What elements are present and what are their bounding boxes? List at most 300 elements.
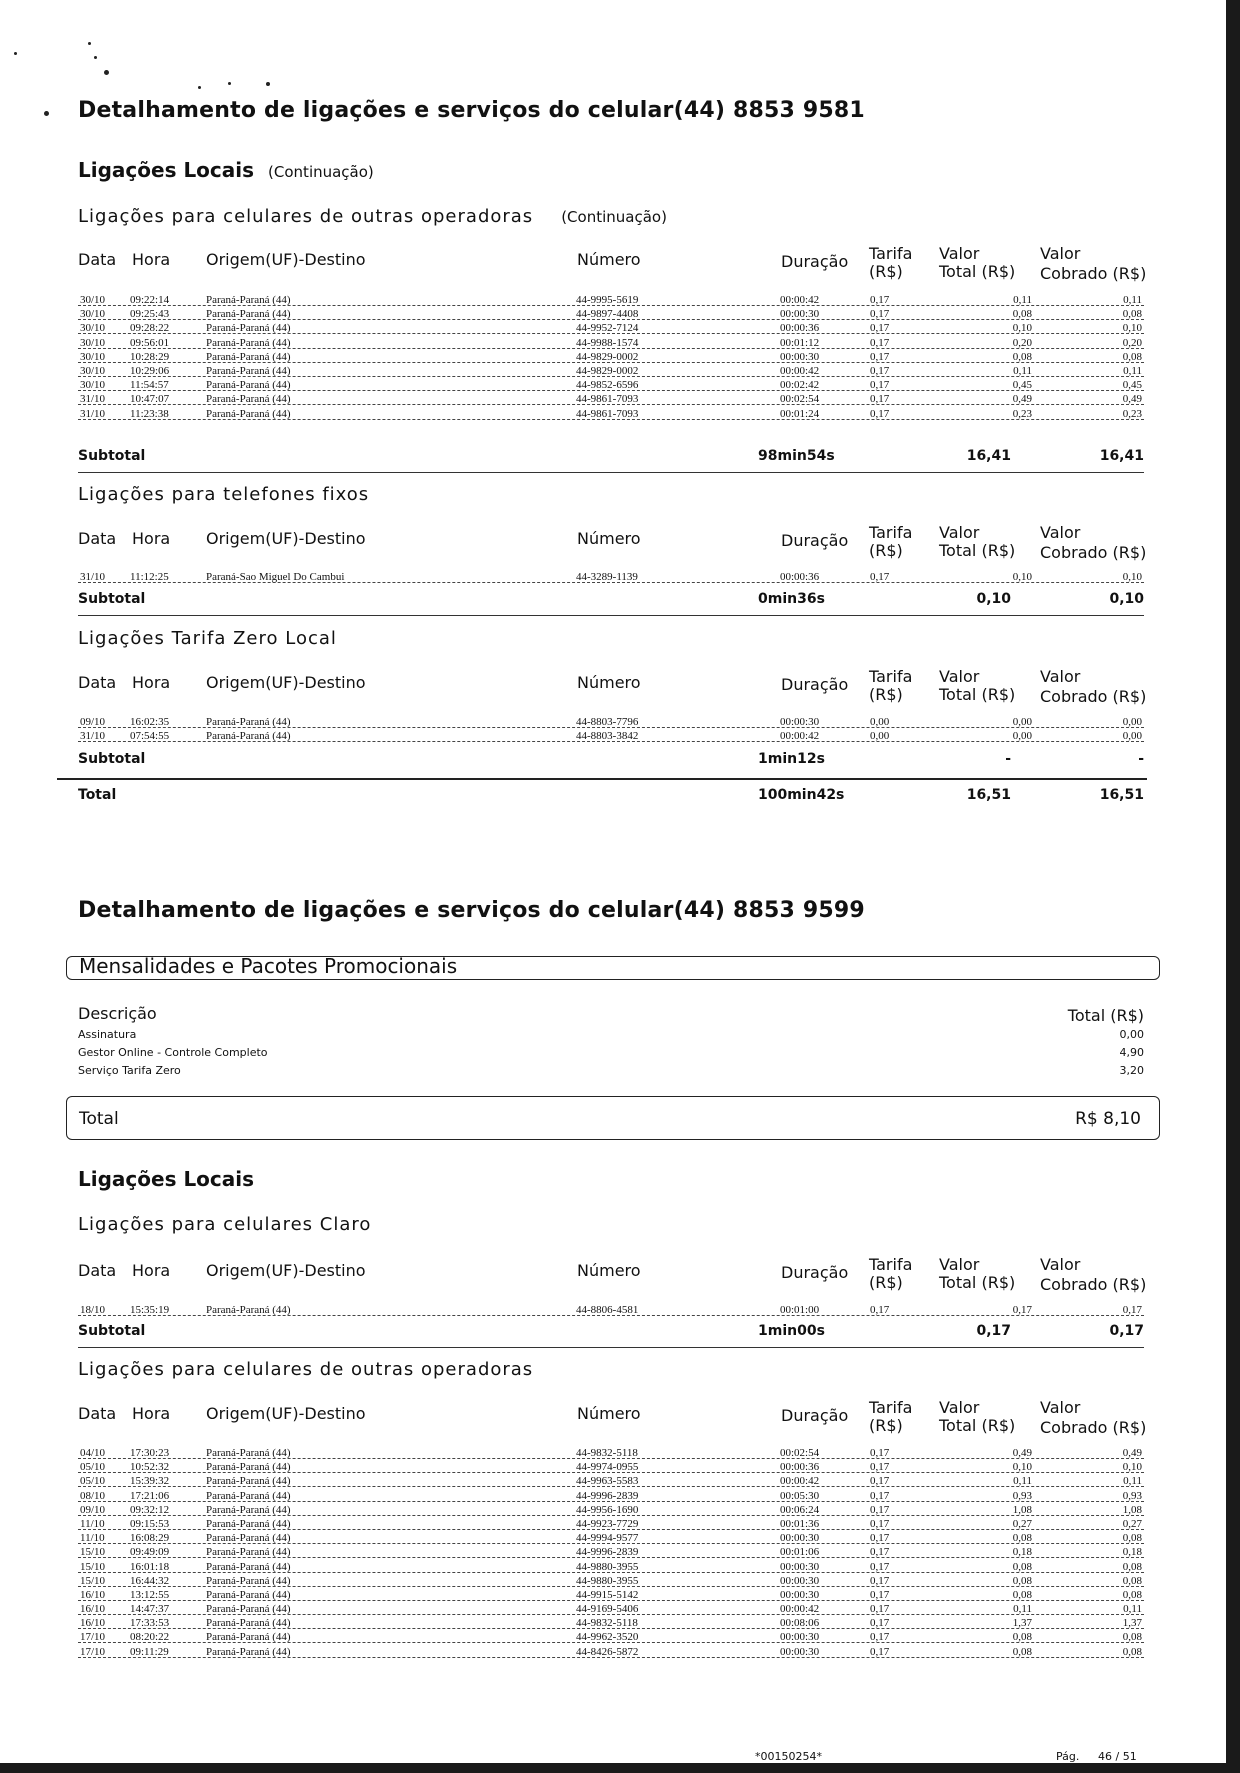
cell-duracao: 00:00:30 [780,1574,820,1587]
call-row [78,1518,1144,1532]
subtotal-duracao: 100min42s [758,787,845,803]
cell-tarifa: 0,17 [870,1475,890,1488]
header-origem: Origem(UF)-Destino [206,673,366,692]
cell-data: 18/10 [80,1304,106,1316]
table-title: Ligações para celulares Claro [78,1214,372,1235]
subtotal-duracao: 1min00s [758,1323,825,1339]
call-row [78,308,1144,322]
subtotal-valor-cobrado: - [1138,751,1144,767]
cell-valor-cobrado: 0,08 [1122,350,1142,363]
section1-title: Detalhamento de ligações e serviços do celular(44) 8853 9581 [78,98,865,123]
scan-edge-bottom [0,1763,1240,1773]
cell-data: 17/10 [80,1645,106,1658]
cell-valor-cobrado: 0,00 [1122,730,1142,743]
cell-origem-destino: Paraná-Paraná (44) [206,1560,291,1573]
mensalidades-box [66,956,1160,980]
cell-origem-destino: Paraná-Paraná (44) [206,294,291,306]
header-tarifa: Tarifa [869,1255,913,1274]
cell-tarifa: 0,17 [870,1645,890,1658]
call-row [78,322,1144,336]
subtotal-valor-total: - [1005,751,1011,767]
cell-valor-cobrado: 0,49 [1122,1447,1142,1459]
cell-tarifa: 0,17 [870,1574,890,1587]
cell-tarifa: 0,17 [870,322,890,335]
cell-numero: 44-9861-7093 [576,393,639,406]
cell-origem-destino: Paraná-Paraná (44) [206,1603,291,1616]
cell-origem-destino: Paraná-Paraná (44) [206,407,291,420]
cell-hora: 09:25:43 [130,308,170,321]
call-row [78,365,1144,379]
cell-numero: 44-8803-3842 [576,730,639,743]
header-valor-total: Valor [939,1398,980,1417]
call-row [78,1617,1144,1631]
header-data: Data [78,673,117,692]
cell-duracao: 00:00:36 [780,1461,820,1474]
cell-valor-total: 0,11 [1013,294,1032,306]
cell-numero: 44-9994-9577 [576,1532,639,1545]
header-valor-total-unit: Total (R$) [939,1416,1016,1435]
cell-numero: 44-9923-7729 [576,1517,639,1530]
cell-duracao: 00:00:30 [780,716,820,728]
cell-numero: 44-9880-3955 [576,1560,639,1573]
call-row [78,1490,1144,1504]
cell-tarifa: 0,17 [870,571,890,583]
cell-valor-cobrado: 0,08 [1122,1574,1142,1587]
cell-tarifa: 0,00 [870,716,890,728]
subtotal-label: Subtotal [78,591,146,607]
cell-valor-cobrado: 0,11 [1123,294,1142,306]
cell-duracao: 00:06:24 [780,1503,820,1516]
cell-numero: 44-9897-4408 [576,308,639,321]
header-origem: Origem(UF)-Destino [206,529,366,548]
cell-valor-total: 0,10 [1012,1461,1032,1474]
header-valor-total: Valor [939,667,980,686]
cell-origem-destino: Paraná-Sao Miguel Do Cambui [206,571,345,583]
cell-numero: 44-9974-0955 [576,1461,639,1474]
cell-tarifa: 0,17 [870,294,890,306]
cell-data: 30/10 [80,308,106,321]
cell-tarifa: 0,17 [870,1603,890,1616]
cell-data: 30/10 [80,364,106,377]
subtotal-label: Subtotal [78,448,146,464]
cell-tarifa: 0,17 [870,379,890,392]
cell-hora: 13:12:55 [130,1588,170,1601]
total-header: Total (R$) [1067,1006,1144,1025]
cell-tarifa: 0,17 [870,1304,890,1316]
cell-valor-total: 0,49 [1012,393,1032,406]
cell-numero: 44-9880-3955 [576,1574,639,1587]
cell-valor-cobrado: 0,23 [1122,407,1142,420]
cell-numero: 44-8806-4581 [576,1304,639,1316]
cell-valor-cobrado: 0,10 [1122,1461,1142,1474]
header-data: Data [78,250,117,269]
item-total: 4,90 [1119,1046,1144,1059]
cell-data: 04/10 [80,1447,106,1459]
header-valor-cobrado-unit: Cobrado (R$) [1040,1418,1147,1437]
cell-data: 16/10 [80,1617,106,1630]
cell-valor-cobrado: 0,20 [1122,336,1142,349]
mensalidades-total-box [66,1096,1160,1140]
cell-data: 09/10 [80,1503,106,1516]
cell-tarifa: 0,17 [870,1503,890,1516]
desc-header: Descrição [78,1004,157,1023]
header-valor-cobrado: Valor [1040,523,1081,542]
continuation-note: (Continuação) [561,208,667,226]
cell-tarifa: 0,17 [870,1489,890,1502]
cell-duracao: 00:00:42 [780,364,820,377]
cell-numero: 44-9996-2839 [576,1546,639,1559]
barcode-number: *00150254* [755,1750,822,1763]
cell-duracao: 00:01:12 [780,336,820,349]
subtotal-duracao: 98min54s [758,448,835,464]
cell-numero: 44-9995-5619 [576,294,639,306]
header-valor-total: Valor [939,1255,980,1274]
cell-origem-destino: Paraná-Paraná (44) [206,730,291,743]
cell-tarifa: 0,00 [870,730,890,743]
cell-valor-cobrado: 0,11 [1123,1603,1142,1616]
cell-origem-destino: Paraná-Paraná (44) [206,1447,291,1459]
call-row [78,1461,1144,1475]
subtotal-label: Total [78,787,117,803]
mensalidades-list [78,1028,1144,1082]
table-title-text: Ligações para celulares de outras operadoras [78,206,534,227]
item-desc: Assinatura [78,1028,137,1041]
cell-duracao: 00:00:42 [780,294,820,306]
bullet-dot [44,111,49,116]
header-tarifa-unit: (R$) [869,685,903,704]
total-row [78,787,1144,805]
header-hora: Hora [132,250,171,269]
cell-tarifa: 0,17 [870,308,890,321]
cell-numero: 44-9963-5583 [576,1475,639,1488]
cell-hora: 16:08:29 [130,1532,170,1545]
subtotal-valor-total: 0,10 [976,591,1011,607]
table-title [78,206,667,227]
subtitle-text: Ligações Locais [78,158,255,182]
call-row [78,1475,1144,1489]
cell-valor-total: 0,08 [1012,1631,1032,1644]
cell-origem-destino: Paraná-Paraná (44) [206,1574,291,1587]
cell-valor-cobrado: 0,49 [1122,393,1142,406]
subtotal-label: Subtotal [78,1323,146,1339]
cell-valor-total: 0,08 [1012,1532,1032,1545]
cell-hora: 17:33:53 [130,1617,170,1630]
subtotal-valor-cobrado: 16,41 [1099,448,1144,464]
mensalidade-item [78,1028,1144,1046]
cell-hora: 09:56:01 [130,336,170,349]
call-row [78,1561,1144,1575]
cell-data: 30/10 [80,322,106,335]
header-numero: Número [577,529,641,548]
cell-numero: 44-9988-1574 [576,336,639,349]
total-value: R$ 8,10 [1075,1109,1141,1129]
scan-speck [104,70,109,75]
cell-data: 15/10 [80,1560,106,1573]
cell-numero: 44-9829-0002 [576,364,639,377]
cell-duracao: 00:00:30 [780,308,820,321]
cell-numero: 44-9852-6596 [576,379,639,392]
cell-tarifa: 0,17 [870,1532,890,1545]
cell-data: 31/10 [80,730,106,743]
cell-numero: 44-9952-7124 [576,322,639,335]
header-numero: Número [577,1404,641,1423]
header-tarifa: Tarifa [869,1398,913,1417]
cell-valor-total: 0,93 [1012,1489,1032,1502]
call-row [78,730,1144,744]
cell-origem-destino: Paraná-Paraná (44) [206,1617,291,1630]
cell-hora: 10:47:07 [130,393,170,406]
header-valor-cobrado: Valor [1040,1255,1081,1274]
header-data: Data [78,529,117,548]
cell-tarifa: 0,17 [870,393,890,406]
cell-duracao: 00:05:30 [780,1489,820,1502]
cell-origem-destino: Paraná-Paraná (44) [206,1588,291,1601]
cell-hora: 16:44:32 [130,1574,170,1587]
header-valor-total-unit: Total (R$) [939,541,1016,560]
subtotal-row [78,591,1144,609]
cell-valor-cobrado: 0,10 [1122,322,1142,335]
cell-valor-total: 0,11 [1013,1475,1032,1488]
cell-valor-cobrado: 0,08 [1122,1645,1142,1658]
cell-hora: 09:15:53 [130,1517,170,1530]
cell-valor-cobrado: 1,37 [1122,1617,1142,1630]
header-origem: Origem(UF)-Destino [206,250,366,269]
cell-valor-total: 0,08 [1012,1574,1032,1587]
cell-valor-total: 0,08 [1012,350,1032,363]
cell-tarifa: 0,17 [870,336,890,349]
section2-subtitle: Ligações Locais [78,1167,255,1191]
cell-valor-cobrado: 0,08 [1122,1588,1142,1601]
header-tarifa-unit: (R$) [869,1416,903,1435]
table-title: Ligações Tarifa Zero Local [78,628,337,649]
cell-duracao: 00:00:42 [780,1603,820,1616]
header-hora: Hora [132,1404,171,1423]
scan-speck [228,82,231,85]
header-valor-cobrado-unit: Cobrado (R$) [1040,687,1147,706]
header-valor-cobrado: Valor [1040,667,1081,686]
continuation-note: (Continuação) [268,163,374,181]
cell-hora: 09:49:09 [130,1546,170,1559]
header-numero: Número [577,250,641,269]
cell-origem-destino: Paraná-Paraná (44) [206,1517,291,1530]
mensalidade-item [78,1046,1144,1064]
header-duracao: Duração [781,1263,849,1282]
cell-data: 09/10 [80,716,106,728]
cell-valor-cobrado: 0,08 [1122,1631,1142,1644]
cell-numero: 44-3289-1139 [576,571,638,583]
cell-duracao: 00:08:06 [780,1617,820,1630]
cell-valor-cobrado: 0,10 [1122,571,1142,583]
table-header [78,523,1147,574]
cell-valor-cobrado: 0,08 [1122,1560,1142,1573]
cell-valor-total: 0,10 [1012,571,1032,583]
cell-origem-destino: Paraná-Paraná (44) [206,1546,291,1559]
cell-duracao: 00:00:30 [780,1645,820,1658]
header-valor-total-unit: Total (R$) [939,262,1016,281]
cell-valor-total: 0,08 [1012,1560,1032,1573]
call-row [78,1603,1144,1617]
call-rows [78,1447,1144,1660]
cell-tarifa: 0,17 [870,1631,890,1644]
call-row [78,1589,1144,1603]
cell-origem-destino: Paraná-Paraná (44) [206,322,291,335]
cell-tarifa: 0,17 [870,1461,890,1474]
cell-valor-cobrado: 0,17 [1122,1304,1142,1316]
cell-hora: 09:11:29 [130,1645,169,1658]
subtotal-valor-cobrado: 0,17 [1109,1323,1144,1339]
divider [78,472,1144,473]
subtotal-valor-total: 16,41 [966,448,1011,464]
cell-duracao: 00:00:42 [780,730,820,743]
cell-duracao: 00:00:30 [780,1532,820,1545]
cell-hora: 11:23:38 [130,407,169,420]
cell-origem-destino: Paraná-Paraná (44) [206,336,291,349]
call-row [78,1532,1144,1546]
call-row [78,1447,1144,1461]
cell-valor-total: 0,00 [1012,716,1032,728]
cell-tarifa: 0,17 [870,1588,890,1601]
cell-duracao: 00:00:36 [780,571,820,583]
table-header [78,667,1147,718]
cell-origem-destino: Paraná-Paraná (44) [206,379,291,392]
call-row [78,1546,1144,1560]
section2-title: Detalhamento de ligações e serviços do celular(44) 8853 9599 [78,898,865,923]
cell-numero: 44-9996-2839 [576,1489,639,1502]
call-rows [78,1304,1144,1318]
cell-hora: 11:54:57 [130,379,169,392]
header-valor-cobrado: Valor [1040,244,1081,263]
call-rows [78,716,1144,744]
cell-numero: 44-9861-7093 [576,407,639,420]
call-row [78,571,1144,585]
scan-speck [94,56,97,59]
call-row [78,1631,1144,1645]
cell-tarifa: 0,17 [870,1447,890,1459]
subtotal-duracao: 0min36s [758,591,825,607]
cell-numero: 44-9169-5406 [576,1603,639,1616]
cell-origem-destino: Paraná-Paraná (44) [206,364,291,377]
header-duracao: Duração [781,531,849,550]
table-title: Ligações para telefones fixos [78,484,370,505]
header-tarifa: Tarifa [869,523,913,542]
page-number: 46 / 51 [1098,1750,1137,1763]
call-row [78,393,1144,407]
table-title: Ligações para celulares de outras operadoras [78,1359,534,1380]
cell-valor-cobrado: 0,27 [1122,1517,1142,1530]
call-row [78,408,1144,422]
item-total: 0,00 [1119,1028,1144,1041]
table-header [78,1398,1147,1449]
scan-speck [88,42,91,45]
cell-data: 31/10 [80,407,106,420]
cell-valor-total: 0,08 [1012,308,1032,321]
cell-data: 15/10 [80,1546,106,1559]
cell-origem-destino: Paraná-Paraná (44) [206,393,291,406]
cell-duracao: 00:00:36 [780,322,820,335]
cell-hora: 14:47:37 [130,1603,170,1616]
call-rows [78,571,1144,585]
cell-valor-total: 0,08 [1012,1588,1032,1601]
header-tarifa-unit: (R$) [869,262,903,281]
cell-duracao: 00:01:06 [780,1546,820,1559]
cell-hora: 15:35:19 [130,1304,170,1316]
cell-valor-cobrado: 0,11 [1123,364,1142,377]
cell-duracao: 00:00:30 [780,1588,820,1601]
cell-hora: 11:12:25 [130,571,169,583]
cell-valor-total: 0,23 [1012,407,1032,420]
cell-valor-total: 0,00 [1012,730,1032,743]
scan-speck [266,82,270,86]
cell-valor-total: 0,18 [1012,1546,1032,1559]
cell-valor-total: 0,10 [1012,322,1032,335]
cell-valor-cobrado: 0,93 [1122,1489,1142,1502]
cell-numero: 44-9832-5118 [576,1447,638,1459]
cell-duracao: 00:02:54 [780,1447,820,1459]
subtotal-row [78,1323,1144,1341]
cell-tarifa: 0,17 [870,364,890,377]
call-row [78,294,1144,308]
cell-valor-total: 0,49 [1012,1447,1032,1459]
cell-origem-destino: Paraná-Paraná (44) [206,1475,291,1488]
cell-hora: 09:22:14 [130,294,170,306]
header-hora: Hora [132,1261,171,1280]
mensalidades-title: Mensalidades e Pacotes Promocionais [79,954,458,978]
cell-hora: 17:30:23 [130,1447,170,1459]
call-row [78,351,1144,365]
cell-hora: 07:54:55 [130,730,170,743]
item-desc: Serviço Tarifa Zero [78,1064,181,1077]
call-row [78,1304,1144,1318]
header-tarifa: Tarifa [869,667,913,686]
cell-numero: 44-8426-5872 [576,1645,639,1658]
cell-origem-destino: Paraná-Paraná (44) [206,1503,291,1516]
cell-duracao: 00:00:30 [780,1560,820,1573]
total-label: Total [79,1109,119,1129]
call-row [78,1646,1144,1660]
header-valor-total-unit: Total (R$) [939,1273,1016,1292]
table-header [78,244,1147,295]
cell-data: 16/10 [80,1603,106,1616]
cell-duracao: 00:01:24 [780,407,820,420]
header-origem: Origem(UF)-Destino [206,1261,366,1280]
cell-hora: 15:39:32 [130,1475,170,1488]
cell-valor-total: 0,20 [1012,336,1032,349]
cell-valor-total: 0,17 [1012,1304,1032,1316]
cell-numero: 44-8803-7796 [576,716,639,728]
cell-valor-total: 0,08 [1012,1645,1032,1658]
header-valor-cobrado-unit: Cobrado (R$) [1040,1275,1147,1294]
header-data: Data [78,1261,117,1280]
cell-data: 30/10 [80,294,106,306]
cell-hora: 10:28:29 [130,350,170,363]
divider-thick [57,778,1147,780]
cell-hora: 10:29:06 [130,364,170,377]
cell-origem-destino: Paraná-Paraná (44) [206,1304,291,1316]
cell-duracao: 00:00:30 [780,1631,820,1644]
cell-data: 11/10 [80,1517,105,1530]
cell-duracao: 00:02:54 [780,393,820,406]
cell-data: 11/10 [80,1532,105,1545]
cell-duracao: 00:01:36 [780,1517,820,1530]
cell-valor-cobrado: 0,00 [1122,716,1142,728]
cell-hora: 08:20:22 [130,1631,170,1644]
cell-origem-destino: Paraná-Paraná (44) [206,308,291,321]
cell-numero: 44-9829-0002 [576,350,639,363]
header-hora: Hora [132,529,171,548]
header-valor-cobrado: Valor [1040,1398,1081,1417]
cell-data: 15/10 [80,1574,106,1587]
call-row [78,337,1144,351]
